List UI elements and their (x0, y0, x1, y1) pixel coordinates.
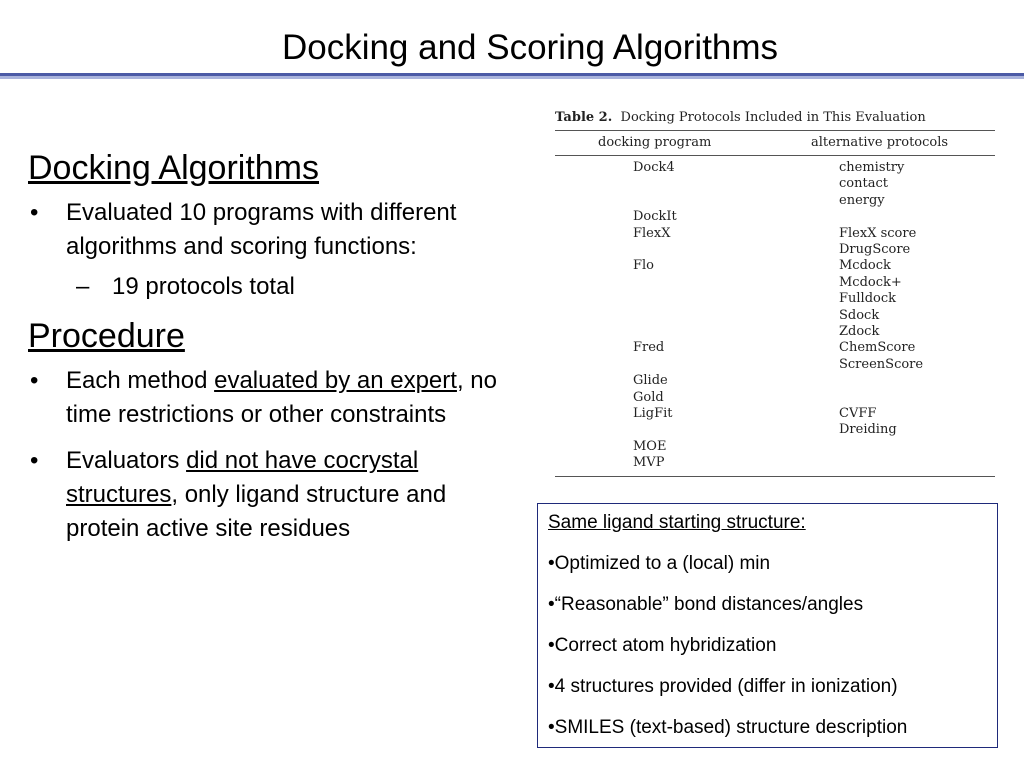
bullet-mark: • (30, 367, 39, 394)
title-divider-shadow (0, 76, 1024, 79)
sub-bullet-text: 19 protocols total (112, 273, 295, 300)
table-cell-program: Flo (633, 258, 655, 274)
table-cell-program: MVP (633, 455, 665, 471)
table-cell-protocol: Mcdock+ (839, 274, 902, 290)
table-cell-program: MOE (633, 438, 667, 454)
table-cell-protocol: DrugScore (839, 242, 911, 257)
box-item: •4 structures provided (differ in ionization) (548, 676, 898, 697)
table-cell-protocol: energy (839, 192, 885, 208)
dash-mark: – (76, 273, 90, 300)
bullet-text-prefix: Evaluators (66, 447, 187, 474)
header-alternative-protocols: alternative protocols (811, 135, 949, 150)
table-cell-protocol: Zdock (839, 324, 880, 339)
table-cell-program: Fred (633, 340, 665, 356)
slide-title: Docking and Scoring Algorithms (281, 28, 779, 67)
table-cell-protocol: chemistry (839, 160, 905, 175)
bullet-mark: • (30, 199, 39, 226)
table-cell-protocol: Fulldock (839, 291, 897, 307)
bullet-text: Evaluated 10 programs with different algorithms and scoring functions: (66, 199, 457, 260)
sub-bullet-protocols (28, 270, 518, 304)
table-cell-protocol: CVFF (839, 406, 877, 421)
table-cell-program: FlexX (633, 225, 671, 241)
bullet-text-prefix: Each method (66, 367, 215, 394)
table-cell-program: Dock4 (633, 160, 675, 175)
table-cell-protocol: Sdock (839, 307, 880, 323)
box-item: •SMILES (text-based) structure description (548, 717, 908, 738)
bullet-evaluated (28, 196, 518, 264)
header-docking-program: docking program (598, 135, 712, 150)
docking-algorithms-heading: Docking Algorithms (28, 149, 320, 187)
left-content (28, 146, 518, 546)
table-cell-protocol: ChemScore (839, 340, 916, 356)
table-cell-protocol: ScreenScore (839, 356, 924, 372)
bullet-each-method (28, 364, 518, 432)
bullet-text-underlined: did not have cocrystal structures (66, 447, 419, 508)
table-cell-program: Glide (633, 373, 668, 389)
box-heading: Same ligand starting structure: (548, 512, 806, 533)
table-caption-text: Docking Protocols Included in This Evaluation (620, 110, 926, 125)
table-body (555, 156, 995, 476)
box-item: •Correct atom hybridization (548, 635, 777, 656)
table-header-row (555, 131, 995, 155)
bullet-mark: • (30, 447, 39, 474)
bullet-text-suffix: , no time restrictions or other constraints (66, 367, 497, 428)
bullet-text-suffix: , only ligand structure and protein active site residues (66, 481, 447, 542)
ligand-info-box (537, 503, 998, 748)
protocols-table (555, 108, 995, 477)
table-cell-program: Gold (633, 389, 664, 405)
table-bottom-rule (555, 476, 995, 477)
table-cell-program: DockIt (633, 209, 677, 225)
table-cell-protocol: contact (839, 176, 888, 192)
table-cell-protocol: Mcdock (839, 258, 891, 274)
table-caption (555, 108, 995, 130)
table-cell-protocol: FlexX score (839, 225, 917, 241)
bullet-evaluators (28, 444, 518, 546)
table-caption-label: Table 2. (555, 110, 613, 125)
table-cell-protocol: Dreiding (839, 422, 897, 438)
bullet-text-underlined: evaluated by an expert (214, 367, 457, 394)
procedure-heading: Procedure (28, 317, 185, 355)
box-item: •Optimized to a (local) min (548, 553, 771, 574)
box-item: •“Reasonable” bond distances/angles (548, 594, 864, 615)
table-cell-program: LigFit (633, 406, 673, 421)
